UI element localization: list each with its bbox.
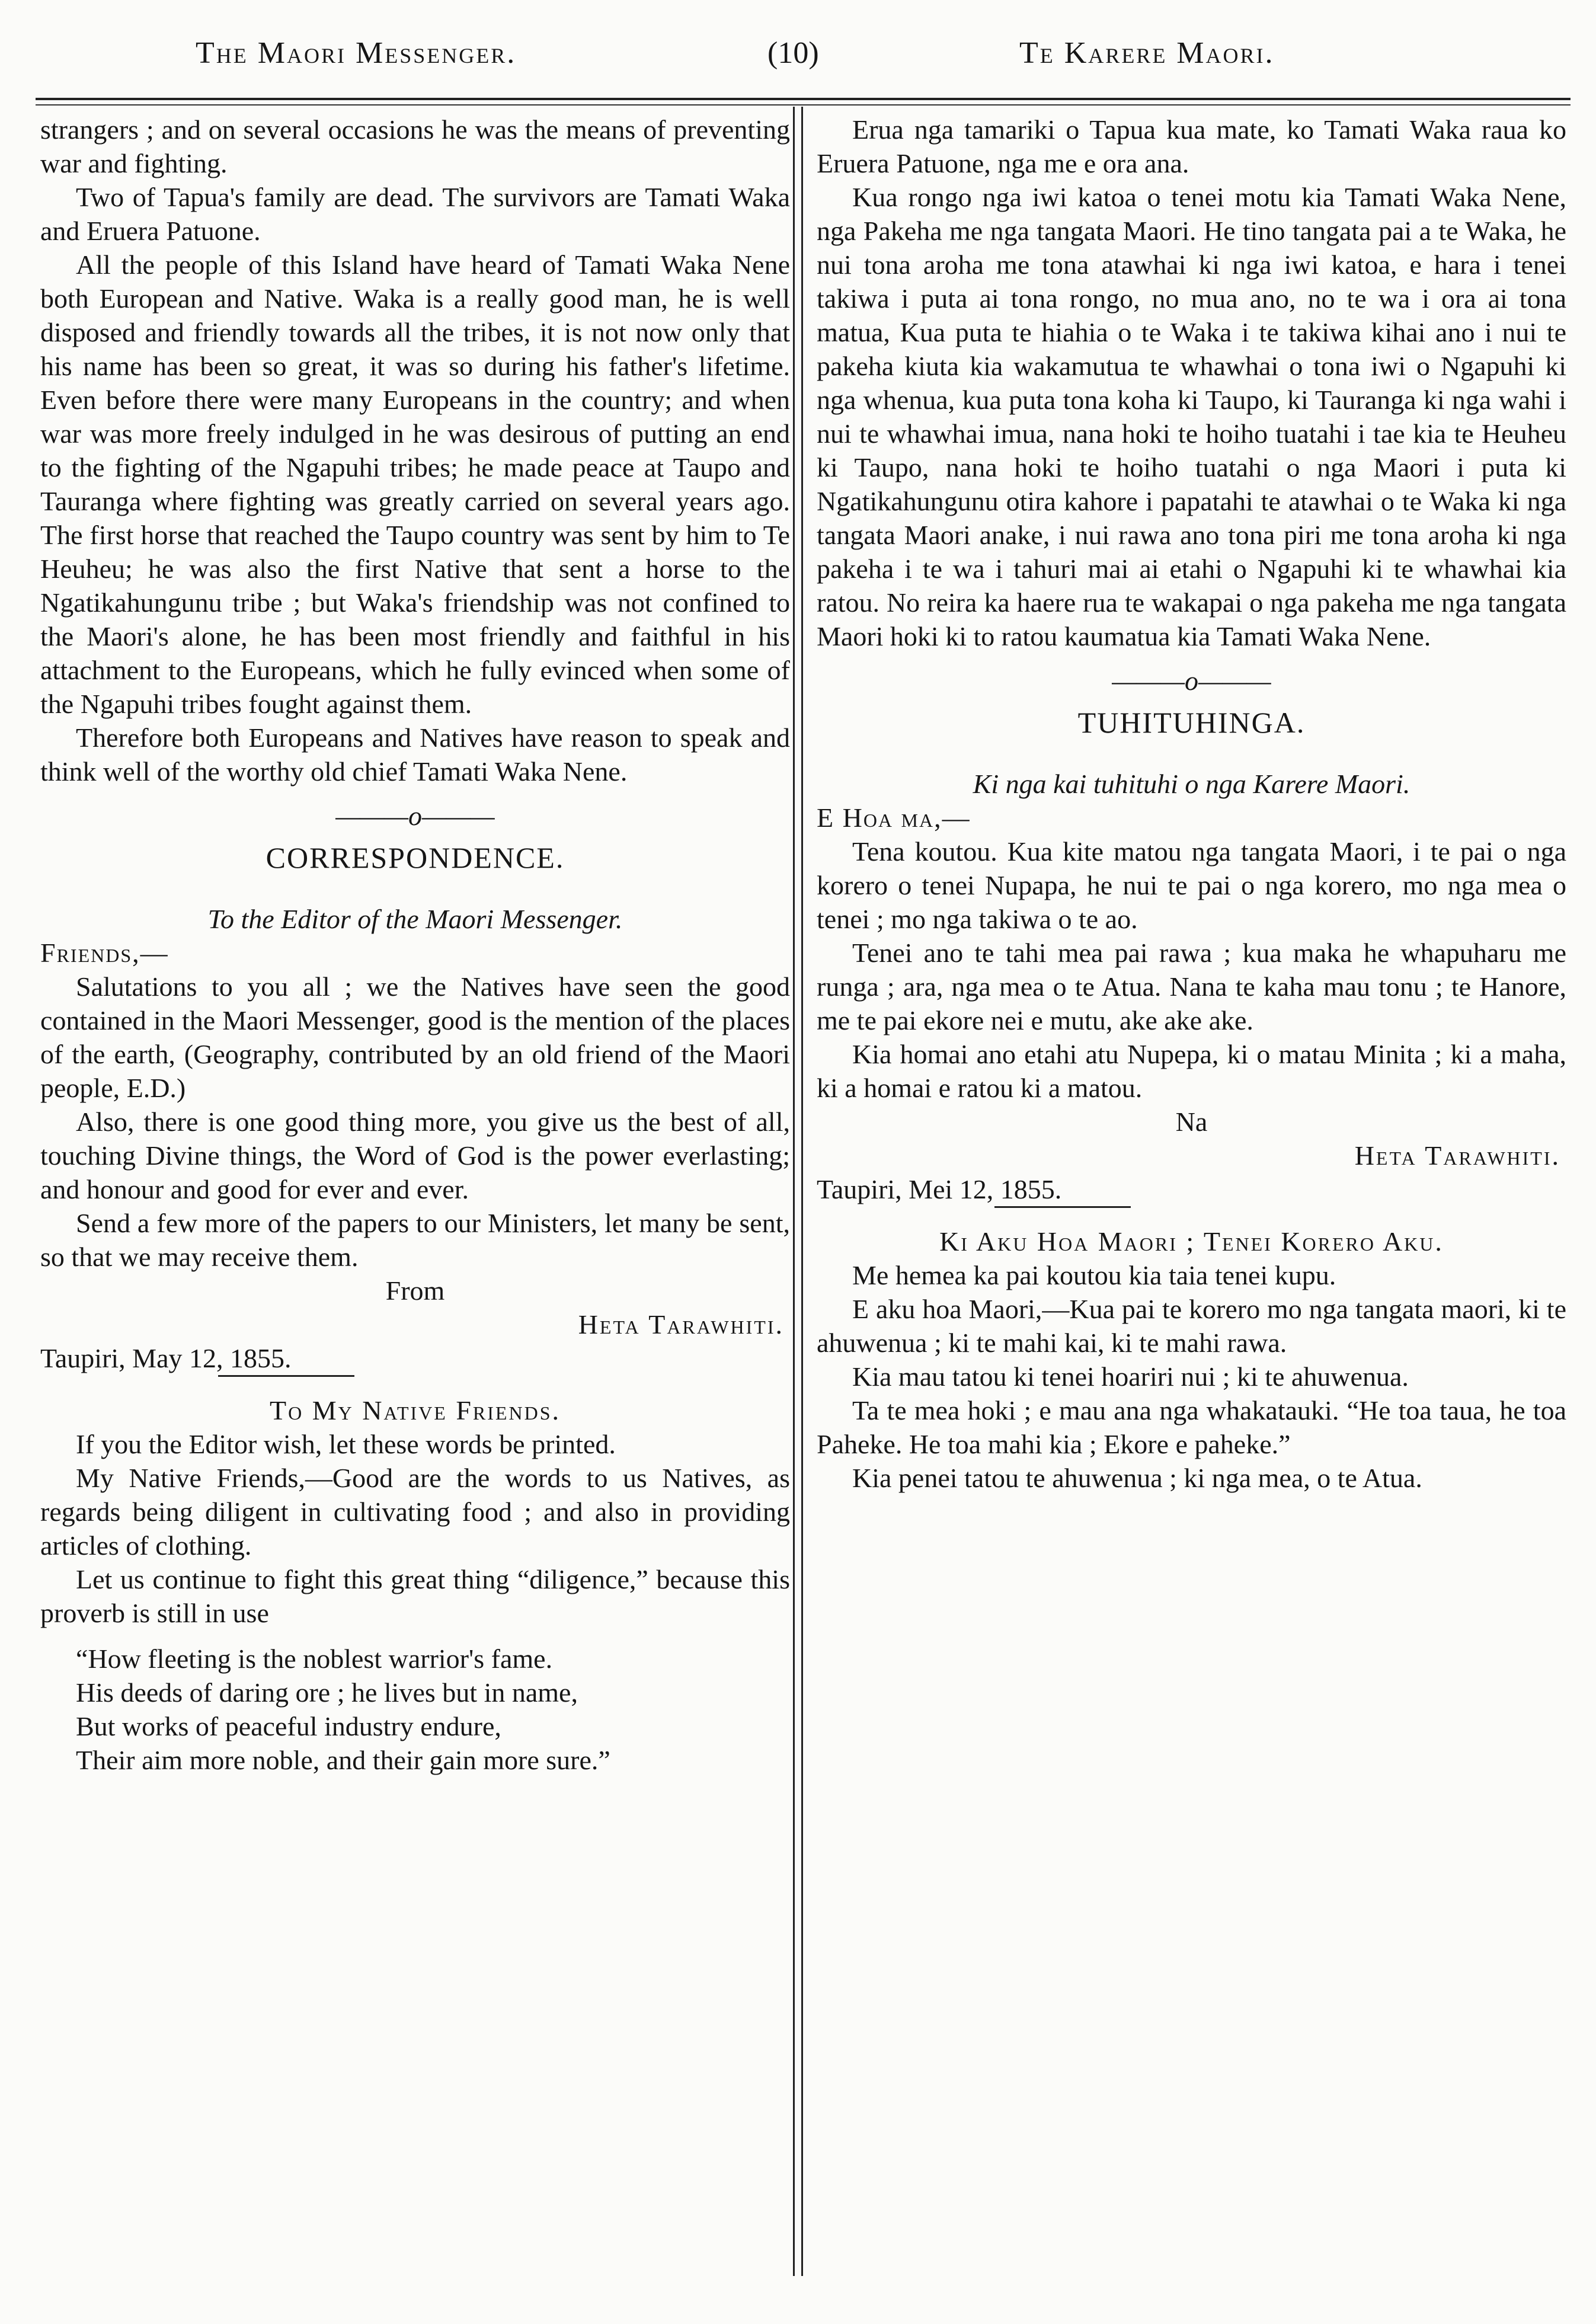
editor-address: To the Editor of the Maori Messenger. (207, 904, 623, 934)
section-separator: ———o——— (1112, 666, 1271, 696)
paragraph: If you the Editor wish, let these words be printed. (76, 1429, 616, 1459)
section-heading: CORRESPONDENCE. (266, 841, 565, 874)
from-line: Na (1175, 1107, 1208, 1137)
poem-line: Their aim more noble, and their gain more sure.” (76, 1745, 610, 1775)
section-subheading: Ki Aku Hoa Maori ; Tenei Korero Aku. (939, 1226, 1444, 1257)
paragraph: Also, there is one good thing more, you give us the best of all, touching Divine things, the Word of God is the power everlasting; and honour and good for ever and ever. (40, 1107, 790, 1204)
section-separator: ———o——— (335, 801, 495, 831)
poem-line: But works of peaceful industry endure, (76, 1711, 501, 1741)
page-header (36, 36, 1565, 83)
signature: Heta Tarawhiti. (1354, 1140, 1560, 1171)
paragraph: My Native Friends,—Good are the words to us Natives, as regards being diligent in cultivating food ; and also in providing articles of clothing. (40, 1463, 790, 1561)
header-rule-thin (36, 104, 1571, 106)
paragraph: strangers ; and on several occasions he was the means of preventing war and fighting. (40, 114, 790, 178)
english-masthead: The Maori Messenger. (196, 36, 517, 70)
column-divider (801, 107, 803, 2276)
header-rule (36, 98, 1571, 100)
paragraph: Kua rongo nga iwi katoa o tenei motu kia Tamati Waka Nene, nga Pakeha me nga tangata Maori. He tino tangata pai a te Waka, he nui tona aroha me tona atawhai ki nga iwi katoa, e hara i tenei takiwa i puta ai tona rongo, no mua ano, no te wa i ora ai tona matua, Kua puta te hiahia o te Waka i te takiwa kihai ano i nui te pakeha kiuta kia wakamutua te whawhai o tona iwi o Ngapuhi ki nga whenua, kua puta tona koha ki Taupo, ki Tauranga ki nga wahi i nui te whawhai imua, nana hoki te hoiho tuatahi i tae kia te Heuheu ki Taupo, nana hoki te hoiho tuatahi o nga Maori i puta ki Ngatikahungunu otira kahore i papatahi te atawhai o te Waka ki nga tangata Maori anake, i nui rawa ano tona piri me tona aroha ki nga pakeha i te wa i tahuri mai ai etahi o Ngapuhi ki te whawhai kia ratou. No reira ka haere rua te wakapai o nga pakeha me nga tangata Maori hoki ki to ratou kaumatua kia Tamati Waka Nene. (817, 182, 1566, 651)
paragraph: Let us continue to fight this great thing “diligence,” because this proverb is still in use (40, 1564, 790, 1628)
maori-masthead: Te Karere Maori. (1019, 36, 1275, 70)
salutation: Friends,— (40, 938, 169, 968)
maori-column (817, 113, 1566, 2306)
signature: Heta Tarawhiti. (578, 1309, 784, 1340)
poem-line: “How fleeting is the noblest warrior's fame. (76, 1644, 553, 1674)
paragraph: Tena koutou. Kua kite matou nga tangata Maori, i te pai o nga korero o tenei Nupapa, he nui te pai o nga korero, mo nga mea o tenei ; mo nga takiwa o te ao. (817, 836, 1566, 934)
poem-line: His deeds of daring ore ; he lives but in name, (76, 1677, 578, 1708)
paragraph: Kia mau tatou ki tenei hoariri nui ; ki te ahuwenua. (852, 1361, 1409, 1392)
short-rule (994, 1206, 1131, 1208)
paragraph: Therefore both Europeans and Natives have reason to speak and think well of the worthy old chief Tamati Waka Nene. (40, 723, 790, 787)
from-line: From (385, 1276, 445, 1306)
english-column (40, 113, 790, 2306)
paragraph: Erua nga tamariki o Tapua kua mate, ko Tamati Waka raua ko Eruera Patuone, nga me e ora ana. (817, 114, 1566, 178)
section-heading: TUHITUHINGA. (1077, 706, 1306, 739)
paragraph: Send a few more of the papers to our Ministers, let many be sent, so that we may receive them. (40, 1208, 790, 1272)
column-divider (793, 107, 795, 2276)
short-rule (218, 1375, 354, 1377)
section-subheading: To My Native Friends. (269, 1395, 561, 1425)
paragraph: Me hemea ka pai koutou kia taia tenei kupu. (852, 1260, 1336, 1290)
paragraph: Salutations to you all ; we the Natives have seen the good contained in the Maori Messenger, good is the mention of the places of the earth, (Geography, contributed by an old friend of the Maori people, E.D.) (40, 971, 790, 1103)
poem (40, 1642, 790, 1777)
paragraph: All the people of this Island have heard of Tamati Waka Nene both European and Native. Waka is a really good man, he is well disposed and friendly towards all the tribes, it is not now only that his name has been so great, it was so during his father's lifetime. Even before there were many Europeans in the country; and when war was more freely indulged in he was desirous of putting an end to the fighting of the Ngapuhi tribes; he made peace at Taupo and Tauranga where fighting was greatly carried on several years ago. The first horse that reached the Taupo country was sent by him to Te Heuheu; he was also the first Native that sent a horse to the Ngatikahungunu tribe ; but Waka's friendship was not confined to the Maori's alone, he has been most friendly and faithful in his attachment to the Europeans, which he fully evinced when some of the Ngapuhi tribes fought against them. (40, 250, 790, 719)
date-line: Taupiri, Mei 12, 1855. (817, 1174, 1062, 1204)
paragraph: E aku hoa Maori,—Kua pai te korero mo nga tangata maori, ki te ahuwenua ; ki te mahi kai, ki te mahi rawa. (817, 1294, 1566, 1358)
paragraph: Kia penei tatou te ahuwenua ; ki nga mea, o te Atua. (852, 1463, 1422, 1493)
paragraph: Kia homai ano etahi atu Nupepa, ki o matau Minita ; ki a maha, ki a homai e ratou ki a matou. (817, 1039, 1566, 1103)
paragraph: Two of Tapua's family are dead. The survivors are Tamati Waka and Eruera Patuone. (40, 182, 790, 246)
editor-address: Ki nga kai tuhituhi o nga Karere Maori. (973, 769, 1411, 799)
salutation: E Hoa ma,— (817, 803, 971, 833)
paragraph: Ta te mea hoki ; e mau ana nga whakatauki. “He toa taua, he toa Paheke. He toa mahi kia ; Ekore e paheke.” (817, 1395, 1566, 1459)
date-line: Taupiri, May 12, 1855. (40, 1343, 292, 1373)
page-number: (10) (767, 36, 819, 70)
paragraph: Tenei ano te tahi mea pai rawa ; kua maka he whapuharu me runga ; ara, nga mea o te Atua. Nana te kaha mau tonu ; te Hanore, me te pai ekore nei e mutu, ake ake ake. (817, 938, 1566, 1035)
